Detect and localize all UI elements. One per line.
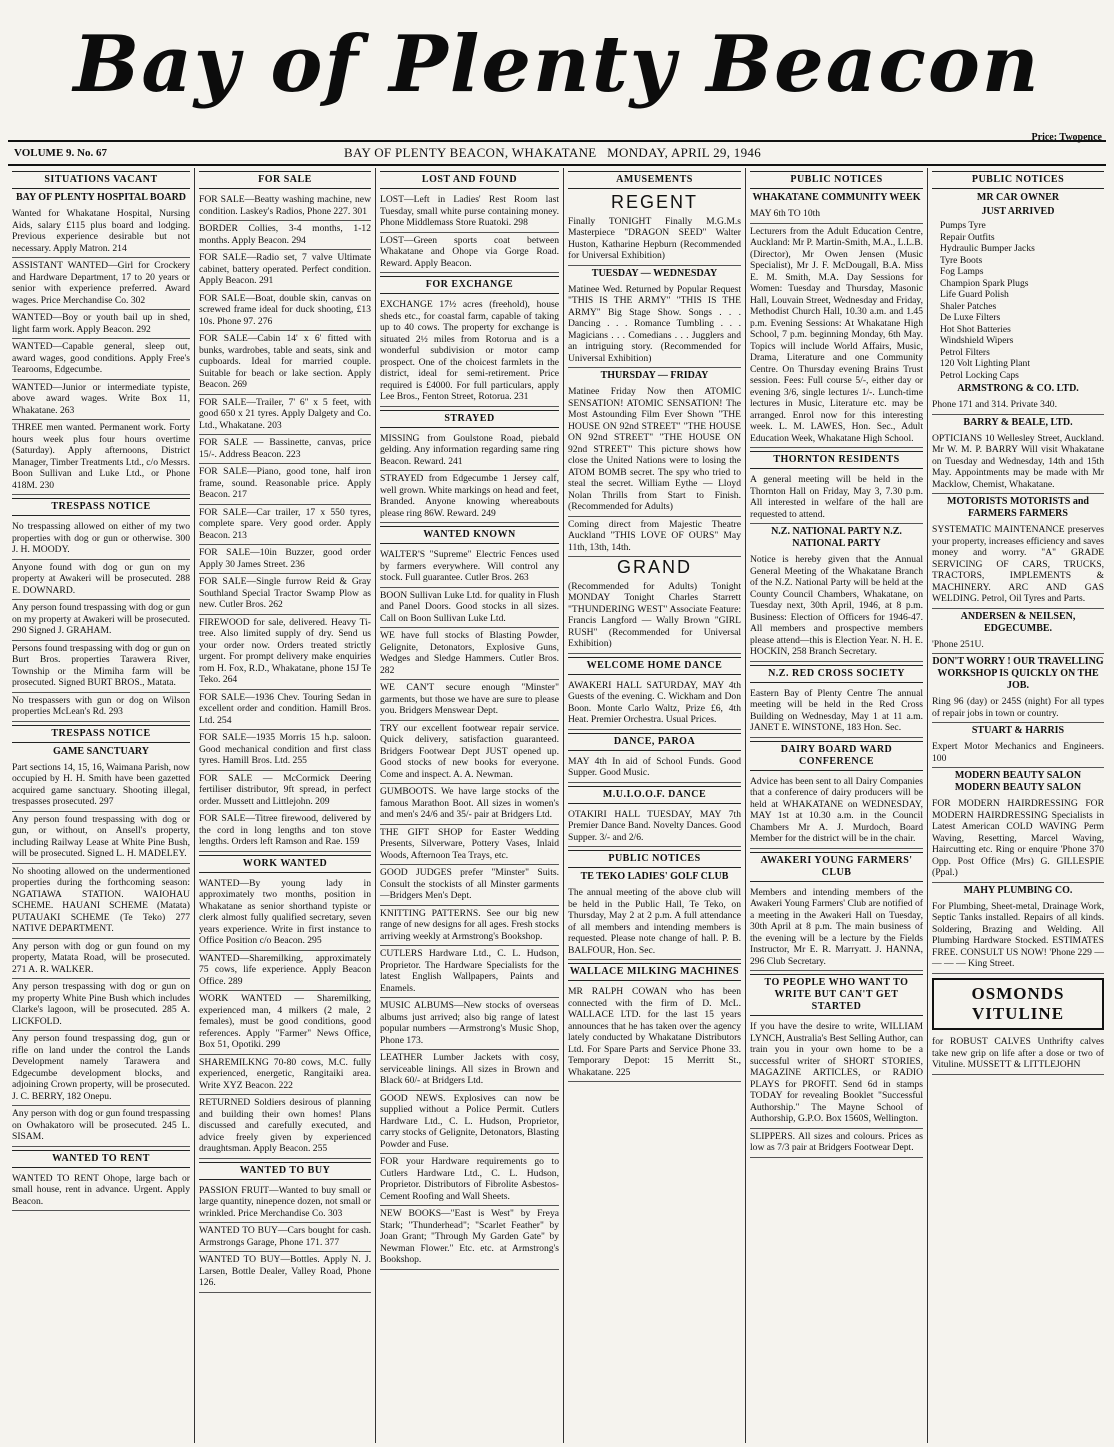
classified-advert: Lecturers from the Adult Education Centre, Auckland: Mr P. Martin-Smith, M.A., L.L.B. (Director), Mr Owen Jensen (Music Specialist), Mr J. F. McDougall, B.A. Miss E. M. Smith, M.A. Day Sessions for Women: Tuesday and Thursday, Masonic Hall, Louvain Street, Wednesday and Friday, Methodist Church Hall, 10.30 a.m. and 1.45 p.m. Evening Sessions: At Whakatane High School, 7 p.m. beginning Monday, 6th May. Topics will include World Affairs, Music, Drama, Literature and one Community Centre. On Thursday evening Brains Trust session. Fees: Full course 5/-, either day or evening 3/6, single lectures 1/-. Lunch-time lectures in Music, Literature etc. may be arranged. Enrol now for this interesting week. L. M. LAWES, Hon. Sec., Adult Education Week, Whakatane High School. — [750, 224, 923, 449]
classified-advert: BOON Sullivan Luke Ltd. for quality in Flush and Panel Doors. Good stocks in all sizes. Call on Boon Sullivan Luke Ltd. — [380, 588, 559, 629]
classified-advert: Phone 171 and 314. Private 340. — [932, 397, 1104, 415]
classified-advert: SYSTEMATIC MAINTENANCE preserves your property, increases efficiency and saves money and worry. "A" GRADE SERVICING OF CARS, TRUCKS, TRACTORS, IMPLEMENTS & MACHINERY. ARC AND GAS WELDING. Petrol, Oil Tyres and Parts. — [932, 522, 1104, 609]
subheading: N.Z. NATIONAL PARTY N.Z. NATIONAL PARTY — [771, 526, 902, 549]
subheading: STUART & HARRIS — [971, 725, 1065, 736]
section-heading: WALLACE MILKING MACHINES — [568, 963, 741, 981]
classified-advert: The annual meeting of the above club will be held in the Public Hall, Te Teko, on Thursday, May 2 at 2 p.m. A full attendance of all members and intending members is requested. Please note change of hall. P. B. BALFOUR, Hon. Sec. — [568, 885, 741, 960]
classified-advert: EXCHANGE 17½ acres (freehold), house sheds etc., for coastal farm, capable of taking up to 40 cows. The property for exchange is situated 2½ miles from Rotorua and is a wonderful subdivision or motor camp prospect. One of the choicest farmlets in the district, ideal for semi-retirement. Price required is £4000. For full particulars, apply Lee Bros., Fenton Street, Rotorua. 231 — [380, 297, 559, 407]
classified-advert: Anyone found with dog or gun on my property at Awakeri will be prosecuted. 288 E. DOWNARD. — [12, 560, 190, 601]
section-heading: DANCE, PAROA — [568, 733, 741, 751]
classified-advert: FOR SALE—Boat, double skin, canvas on screwed frame ideal for duck shooting, £13 10s. Phone 97. 276 — [199, 291, 371, 332]
column-1 — [8, 168, 195, 1443]
column-2 — [195, 168, 376, 1443]
theatre-name: REGENT — [610, 192, 698, 212]
section-heading: WANTED KNOWN — [380, 526, 559, 544]
section-heading: WORK WANTED — [199, 855, 371, 873]
classified-advert: No trespassing allowed on either of my two properties with dog or gun or otherwise. 300 J. H. MOODY. — [12, 519, 190, 560]
classified-advert: WALTER'S "Supreme" Electric Fences used by farmers everywhere. Will control any stock. Full guarantee. Cutler Bros. 263 — [380, 547, 559, 588]
section-heading: WANTED TO BUY — [199, 1162, 371, 1180]
classified-advert: FOR SALE—Single furrow Reid & Gray Southland Special Tractor Swamp Plow as new. Cutler Bros. 262 — [199, 574, 371, 615]
advert-title: OSMONDS VITULINE — [971, 983, 1065, 1023]
section-heading: STRAYED — [380, 410, 559, 428]
masthead-title: Bay of Plenty Beacon — [73, 19, 1041, 110]
list-item: Shaler Patches — [940, 300, 997, 312]
classified-advert: Wanted for Whakatane Hospital, Nursing Aids, salary £115 plus board and lodging. Previous experience desirable but not necessary. Apply Matron. 214 — [12, 206, 190, 258]
classified-advert: No shooting allowed on the undermentioned properties during the forthcoming season: NGATIAWA STATION. WAIOHAU SCHEME. HAUANI SCHEME (Matata) PUTAUAKI SCHEME (Te Teko) 277 NATIVE DEPARTMENT. — [12, 864, 190, 939]
list-item: Repair Outfits — [940, 231, 995, 243]
subheading: DON'T WORRY ! OUR TRAVELLING WORKSHOP IS QUICKLY ON THE JOB. — [932, 656, 1104, 691]
classified-advert: No trespassers with gun or dog on Wilson properties McLean's Rd. 293 — [12, 693, 190, 722]
section-heading: DAIRY BOARD WARD CONFERENCE — [750, 741, 923, 771]
classified-advert: NEW BOOKS—"East is West" by Freya Stark; "Thunderhead"; "Scarlet Feather" by Joan Grant; "Through My Garden Gate" by Newman Flower." Etc. etc. at Armstrong's Bookshop. — [380, 1206, 559, 1270]
subheading: MAHY PLUMBING CO. — [963, 884, 1073, 896]
classified-advert: Advice has been sent to all Dairy Companies that a conference of dairy producers will be held at WHAKATANE on WEDNESDAY, MAY 1st at 10.30 a.m. in the Council Chambers Mr A. J. Murdoch, Board Member for the district will be in the chair. — [750, 774, 923, 849]
classified-advert: THE GIFT SHOP for Easter Wedding Presents, Silverware, Pottery Vases, Inlaid Woods, Afternoon Tea Trays, etc. — [380, 825, 559, 866]
section-heading: PUBLIC NOTICES — [750, 171, 923, 189]
classified-advert: For Plumbing, Sheet-metal, Drainage Work, Septic Tanks installed. Repairs of all kinds. Soldering, Brazing and Welding. All Plumbing Hardware Stocked. ESTIMATES FREE. CONSULT US NOW! 'Phone 229 — — — — King Street. — [932, 899, 1104, 974]
price: Price: Twopence — [1031, 132, 1102, 143]
section-heading: FOR SALE — [199, 171, 371, 189]
classified-advert: 'Phone 251U. — [932, 637, 1104, 655]
volume-number: VOLUME 9. No. 67 — [14, 147, 107, 159]
subheading: TE TEKO LADIES' GOLF CLUB — [580, 871, 729, 883]
classified-advert: LEATHER Lumber Jackets with cosy, serviceable linings. All sizes in Brown and Black 60/- at Bridgers Ltd. — [380, 1050, 559, 1091]
classified-advert: AWAKERI HALL SATURDAY, MAY 4th Guests of the evening. C. Wickham and Don Boon. Monte Carlo Waltz, Prize £6, 4th Heat. Premier Orchestra. Usual Prices. — [568, 678, 741, 730]
classified-advert: WANTED—Junior or intermediate typiste, above award wages. Write Box 11, Whakatane. 263 — [12, 380, 190, 421]
column-6 — [928, 168, 1108, 1443]
section-heading: PUBLIC NOTICES — [568, 850, 741, 868]
classified-advert: FOR SALE—Car trailer, 17 x 550 tyres, complete spare. Very good order. Apply Beacon. 213 — [199, 505, 371, 546]
classified-advert: KNITTING PATTERNS. See our big new range of new designs for all ages. Fresh stocks arriving weekly at Armstrong's Bookshop. — [380, 906, 559, 947]
classified-advert: FOR MODERN HAIRDRESSING FOR MODERN HAIRDRESSING Specialists in Latest American COLD WAVING Perm Waving, Resetting, Marcel Waving, Haircutting etc. Ring or enquire 'Phone 370 Opp. Post Office (Mrs) G. GILLESPIE (Ppal.) — [932, 796, 1104, 883]
section-heading: N.Z. RED CROSS SOCIETY — [750, 665, 923, 683]
classified-advert: MAY 6th TO 10th — [750, 206, 923, 224]
classified-advert: Any person found trespassing with dog or gun, or without, on Ansell's property, including Railway Lease at White Pine Bush, will be prosecuted. Signed L. H. MADELEY. — [12, 812, 190, 864]
classified-advert: Ring 96 (day) or 245S (night) For all types of repair jobs in town or country. — [932, 694, 1104, 723]
paper-place — [344, 145, 1106, 161]
classified-advert: SLIPPERS. All sizes and colours. Prices as low as 7/3 pair at Bridgers Footwear Dept. — [750, 1129, 923, 1158]
section-heading: FOR EXCHANGE — [380, 276, 559, 294]
subheading: TUESDAY — WEDNESDAY — [591, 267, 718, 279]
classified-advert: Finally TONIGHT Finally M.G.M.s Masterpiece "DRAGON SEED" Walter Huston, Katharine Hepburn (Recommended for Universal Exhibition) — [568, 214, 741, 266]
section-heading: PUBLIC NOTICES — [932, 171, 1104, 189]
classified-advert: Any person found trespassing with dog or gun on my property at Awakeri will be prosecuted. 290 Signed J. GRAHAM. — [12, 600, 190, 641]
classified-advert: Notice is hereby given that the Annual General Meeting of the Whakatane Branch of the N.Z. National Party will be held at the County Council Chambers, Whakatane, on Tuesday next, 30th April, 1946, at 8 p.m. Business: Election of Officers for 1946-47. All members and prospective members please attend—this is Election Year. N. H. E. HOCKIN, 258 Branch Secretary. — [750, 552, 923, 662]
list-item: Fog Lamps — [940, 266, 984, 277]
classified-advert: FOR SALE — Bassinette, canvas, price 15/-. Address Beacon. 223 — [199, 435, 371, 464]
subheading: MODERN BEAUTY SALON MODERN BEAUTY SALON — [954, 770, 1082, 793]
classified-advert: FOR SALE—1936 Chev. Touring Sedan in excellent order and condition. Hamill Bros. Ltd. 254 — [199, 690, 371, 731]
classified-advert: Eastern Bay of Plenty Centre The annual meeting will be held in the Red Cross Building on Wednesday, May 1 at 11 a.m. JANET E. WINSTONE, 183 Hon. Sec. — [750, 686, 923, 738]
subheading: MOTORISTS MOTORISTS and FARMERS FARMERS — [947, 496, 1089, 519]
classified-advert: RETURNED Soldiers desirous of planning and building their own homes! Plans discussed and carefully executed, and advice freely given by experienced draughtsman. Apply Beacon. 255 — [199, 1095, 371, 1159]
classified-advert: Expert Motor Mechanics and Engineers. 100 — [932, 739, 1104, 768]
dateline — [8, 140, 1106, 166]
classified-advert: MUSIC ALBUMS—New stocks of overseas albums just arrived; also big range of latest popular numbers —Armstrong's Music Shop, Phone 173. — [380, 998, 559, 1050]
section-heading: TRESPASS NOTICE — [12, 498, 190, 516]
list-item: Petrol Locking Caps — [940, 369, 1019, 381]
list-item: Champion Spark Plugs — [940, 277, 1029, 289]
list-item: Tyre Boots — [940, 254, 983, 266]
classified-advert: FOR SALE—1935 Morris 15 h.p. saloon. Good mechanical condition and first class tyres. Hamill Bros. Ltd. 255 — [199, 730, 371, 771]
classified-advert: SHAREMILKNG 70-80 cows, M.C. fully experienced, energetic, Rangitaiki area. Write XYZ Beacon. 222 — [199, 1055, 371, 1096]
classified-advert: WANTED TO BUY—Cars bought for cash. Armstrongs Garage, Phone 171. 377 — [199, 1223, 371, 1252]
paper-name: BAY OF PLENTY BEACON, WHAKATANE — [344, 145, 597, 160]
section-heading: WELCOME HOME DANCE — [568, 657, 741, 675]
subheading: ANDERSEN & NEILSEN, EDGECUMBE. — [960, 610, 1076, 634]
classified-advert: LOST—Green sports coat between Whakatane and Ohope via Gorge Road. Reward. Apply Beacon. — [380, 233, 559, 274]
classified-advert: FIREWOOD for sale, delivered. Heavy Ti-tree. Also limited supply of dry. Send us your order now. Orders treated strictly urgent. For prompt delivery make enquiries rom H. Fox, R.D., Whakatane, phone 15J Te Teko. 264 — [199, 615, 371, 690]
subheading: BAY OF PLENTY HOSPITAL BOARD — [15, 192, 187, 203]
classified-advert: FOR your Hardware requirements go to Cutlers Hardware Ltd., C. L. Hudson, Proprietor. Distributors of Fibrolite Asbestos-Cement Roofing and Wall Sheets. — [380, 1154, 559, 1206]
classified-advert: FOR SALE — McCormick Deering fertiliser distributor, 9ft spread, in perfect order. Mussett and Littlejohn. 209 — [199, 771, 371, 812]
display-advert — [932, 978, 1104, 1031]
item-list — [932, 220, 1104, 381]
classified-advert: MISSING from Goulstone Road, piebald gelding. Any information regarding same ring Beacon. Reward. 241 — [380, 431, 559, 472]
theatre-name: GRAND — [616, 557, 692, 578]
classified-advert: GOOD JUDGES prefer "Minster" Suits. Consult the stockists of all Minster garments—Bridgers Men's Dept. — [380, 865, 559, 906]
classified-advert: If you have the desire to write, WILLIAM LYNCH, Australia's Best Selling Author, can train you in your own home to be a successful writer of SHORT STORIES, MAGAZINE ARTICLES, or RADIO PLAYS for PROFIT. Send 6d in stamps TODAY for revealing Booklet "Successful Authorship." The Mayne School of Authorship, G.P.O. Box 1560S, Wellington. — [750, 1019, 923, 1129]
classified-advert: Matinee Friday Now then ATOMIC SENSATION! ATOMIC SENSATION! The Most Astounding Film Ever Shown "THE HOUSE ON 92nd STREET" "THE HOUSE ON 92nd STREET" "THE HOUSE ON 92nd STREET" This picture shows how close the United Nations were to losing the ATOM BOMB secret. The spy who tried to steal the secret. William Eythe — Lloyd Nolan Thrills from Start to Finish. (Recommended for Adults) — [568, 384, 741, 517]
section-heading: AMUSEMENTS — [568, 171, 741, 189]
classified-advert: WE CAN'T secure enough "Minster" garments, but those we have are sure to please you. Bridgers Menswear Dept. — [380, 680, 559, 721]
list-item: Hydraulic Bumper Jacks — [940, 243, 1035, 254]
column-3 — [376, 168, 564, 1443]
classified-advert: Any person trespassing with dog or gun on my property White Pine Bush which includes Clarke's lagoon, will be prosecuted. 285 A. LICKFOLD. — [12, 979, 190, 1031]
classified-advert: OPTICIANS 10 Wellesley Street, Auckland. Mr W. M. P. BARRY Will visit Whakatane on Tuesday and Wednesday, 14th and 15th May. Appointments may be made with Mr Macklow, Chemist, Whakatane. — [932, 431, 1104, 495]
classified-advert: for ROBUST CALVES Unthrifty calves take new grip on life after a dose or two of Vituline. MUSSETT & LITTLEJOHN — [932, 1034, 1104, 1075]
subheading: GAME SANCTUARY — [52, 745, 150, 757]
classified-advert: MR RALPH COWAN who has been connected with the firm of D. McL. WALLACE LTD. for the last 15 years announces that he has taken over the agency lately conducted by Whakatane Distributors Ltd. For Spare Parts and Service Phone 33. Temporary Depot: 15 Merritt St., Whakatane. 225 — [568, 984, 741, 1082]
classified-advert: CUTLERS Hardware Ltd., C. L. Hudson, Proprietor. The Hardware Specialists for the latest English Wallpapers, Paints and Enamels. — [380, 946, 559, 998]
classified-advert: WE have full stocks of Blasting Powder, Gelignite, Detonators, Explosive Guns, Wedges and Sledge Hammers. Cutler Bros. 282 — [380, 628, 559, 680]
list-item: Petrol Filters — [940, 346, 990, 358]
column-4 — [564, 168, 746, 1443]
list-item: Life Guard Polish — [940, 289, 1009, 300]
classified-advert: LOST—Left in Ladies' Rest Room last Tuesday, small white purse containing money. Phone Middlemass Store Ruatoki. 298 — [380, 192, 559, 233]
classified-advert: Any person with dog or gun found on my property, Matata Road, will be prosecuted. 271 A. R. WALKER. — [12, 939, 190, 980]
classified-advert: WANTED TO BUY—Bottles. Apply N. J. Larsen, Bottle Dealer, Valley Road, Phone 126. — [199, 1252, 371, 1293]
classified-advert: Part sections 14, 15, 16, Waimana Parish, now occupied by H. H. Smith have been gazetted acquired game sanctuary. Shooting illegal, trespasses prosecuted. 297 — [12, 760, 190, 812]
section-heading: TRESPASS NOTICE — [12, 725, 190, 743]
classified-advert: WANTED—Sharemilking, approximately 75 cows, life experience. Apply Beacon Office. 289 — [199, 951, 371, 992]
list-item: 120 Volt Lighting Plant — [940, 358, 1030, 369]
classified-advert: WANTED TO RENT Ohope, large bach or small house, rent in advance. Urgent. Apply Beacon. — [12, 1171, 190, 1212]
classified-advert: GUMBOOTS. We have large stocks of the famous Marathon Boot. All sizes in women's and men's 24/6 and 35/- pair at Bridgers Ltd. — [380, 784, 559, 825]
classified-advert: THREE men wanted. Permanent work. Forty hours week plus four hours overtime (Saturday). Apply afternoons, District Manager, Timber Treatments Ltd., c/o Messrs. Boon Sullivan and Luke Ltd., or Phone 418M. 230 — [12, 420, 190, 495]
classified-advert: BORDER Collies, 3-4 months, 1-12 months. Apply Beacon. 294 — [199, 221, 371, 250]
classified-advert: FOR SALE—10in Buzzer, good order Apply 30 James Street. 236 — [199, 545, 371, 574]
classified-advert: Matinee Wed. Returned by Popular Request "THIS IS THE ARMY" "THIS IS THE ARMY" Big Stage Show. Songs . . . Dancing . . . Romance Tumbling . . . Magicians . . . Comedians . . . Jugglers and an intriguing story. (Recommended for Universal Exhibition) — [568, 282, 741, 369]
classified-advert: WORK WANTED — Sharemilking, experienced man, 4 milkers (2 male, 2 females), must be good conditions, good references. Apply "Farmer" News Office, Box 51, Opotiki. 299 — [199, 991, 371, 1055]
section-heading: TO PEOPLE WHO WANT TO WRITE BUT CAN'T GET STARTED — [750, 974, 923, 1016]
classified-advert: TRY our excellent footwear repair service. Quick delivery, satisfaction guaranteed. Bridgers Footwear Dept JUST opened up. Good stocks of new books for everyone. Come and inspect. A. A. Newman. — [380, 721, 559, 785]
section-heading: WANTED TO RENT — [12, 1150, 190, 1168]
classified-advert: OTAKIRI HALL TUESDAY, MAY 7th Premier Dance Band. Novelty Dances. Good Supper. 3/- and 2/6. — [568, 807, 741, 848]
subheading: BARRY & BEALE, LTD. — [963, 416, 1073, 428]
subheading: JUST ARRIVED — [981, 206, 1055, 217]
section-heading: LOST AND FOUND — [380, 171, 559, 189]
classified-advert: Members and intending members of the Awakeri Young Farmers' Club are notified of a meeting in the Awakeri Hall on Tuesday, 30th April at 8 p.m. The main business of the evening will be a lecture by the Fields Instructor, Mr E. R. Marryatt. J. HANNA, 296 Club Secretary. — [750, 885, 923, 972]
classified-advert: MAY 4th In aid of School Funds. Good Supper. Good Music. — [568, 754, 741, 783]
list-item: Hot Shot Batteries — [940, 323, 1011, 335]
subheading: MR CAR OWNER — [976, 192, 1060, 203]
classified-advert: Any person found trespassing dog, gun or rifle on land under the control the Lands Development namely Tarawera and Edgecumbe development blocks, and adjoining Crown property, will be prosecuted. J. C. BERRY, 182 Onepu. — [12, 1031, 190, 1106]
classified-advert: WANTED—Capable general, sleep out, award wages, good conditions. Apply Free's Tearooms, Edgecumbe. — [12, 339, 190, 380]
subheading: THURSDAY — FRIDAY — [600, 370, 709, 382]
classified-advert: Any person with dog or gun found trespassing on Owhakatoro will be prosecuted. 245 L. SISAM. — [12, 1106, 190, 1147]
issue-date: MONDAY, APRIL 29, 1946 — [607, 145, 761, 160]
classified-advert: FOR SALE—Radio set, 7 valve Ultimate cabinet, battery operated. Perfect condition. Apply Beacon. 291 — [199, 250, 371, 291]
classified-advert: A general meeting will be held in the Thornton Hall on Friday, May 3, 7.30 p.m. All interested in welfare of the hall are requested to attend. — [750, 472, 923, 524]
list-item: Windshield Wipers — [940, 335, 1014, 346]
classified-advert: STRAYED from Edgecumbe 1 Jersey calf, well grown. White markings on head and feet, Branded. Anyone knowing whereabouts please ring 86W. Reward. 249 — [380, 471, 559, 523]
section-heading: SITUATIONS VACANT — [12, 171, 190, 189]
classified-advert: FOR SALE—Trailer, 7' 6" x 5 feet, with good 650 x 21 tyres. Apply Dalgety and Co. Ltd., Whakatane. 203 — [199, 395, 371, 436]
classified-advert: PASSION FRUIT—Wanted to buy small or large quantity, ninepence dozen, not small or wrinkled. Price Merchandise Co. 303 — [199, 1183, 371, 1224]
classified-advert: FOR SALE—Piano, good tone, half iron frame, sound. Reasonable price. Apply Beacon. 217 — [199, 464, 371, 505]
classified-advert: (Recommended for Adults) Tonight MONDAY Tonight Charles Starrett "THUNDERING WEST" Associate Feature: Francis Langford — Wally Brown "GIRL RUSH" (Recommended for Universal Exhibition) — [568, 579, 741, 654]
classified-advert: Persons found trespassing with dog or gun on Burt Bros. properties Tarawera River, Township or the Mimiha farm will be prosecuted. Signed BURT BROS., Matata. — [12, 641, 190, 693]
list-item: Pumps Tyre — [940, 220, 986, 231]
masthead — [0, 0, 1114, 130]
section-heading: M.U.I.O.O.F. DANCE — [568, 786, 741, 804]
classified-advert: WANTED—By young lady in approximately two months, position in Whakatane as senior shorthand typiste or clerk almost fully qualified secretary, seven years experience. Write in first instance to Office Position c/o Beacon. 295 — [199, 876, 371, 951]
classified-advert: GOOD NEWS. Explosives can now be supplied without a Police Permit. Cutlers Hardware Ltd., C. L. Hudson, Proprietor, carry stocks of Gelignite, Detonators, Blasting Powder and Fuse. — [380, 1091, 559, 1155]
subheading: ARMSTRONG & CO. LTD. — [957, 383, 1079, 394]
classified-advert: ASSISTANT WANTED—Girl for Crockery and Hardware Department, 17 to 20 years or senior with experience preferred. Award wages. Price Merchandise Co. 302 — [12, 258, 190, 310]
classified-advert: FOR SALE—Beatty washing machine, new condition. Laskey's Radios, Phone 227. 301 — [199, 192, 371, 221]
classified-advert: Coming direct from Majestic Theatre Auckland "THIS LOVE OF OURS" May 11th, 13th, 14th. — [568, 517, 741, 558]
column-5 — [746, 168, 928, 1443]
section-heading: AWAKERI YOUNG FARMERS' CLUB — [750, 852, 923, 882]
subheading: WHAKATANE COMMUNITY WEEK — [752, 192, 921, 203]
columns — [8, 168, 1108, 1443]
list-item: De Luxe Filters — [940, 312, 1001, 323]
classified-advert: WANTED—Boy or youth bail up in shed, light farm work. Apply Beacon. 292 — [12, 310, 190, 339]
classified-advert: FOR SALE—Titree firewood, delivered by the cord in long lengths and ton stove lengths. Orders left Ramson and Rae. 159 — [199, 811, 371, 852]
classified-advert: FOR SALE—Cabin 14' x 6' fitted with bunks, wardrobes, table and seats, sink and cupboards. Ideal for married couple. Suitable for beach or lake section. Apply Beacon. 269 — [199, 331, 371, 395]
section-heading: THORNTON RESIDENTS — [750, 451, 923, 469]
